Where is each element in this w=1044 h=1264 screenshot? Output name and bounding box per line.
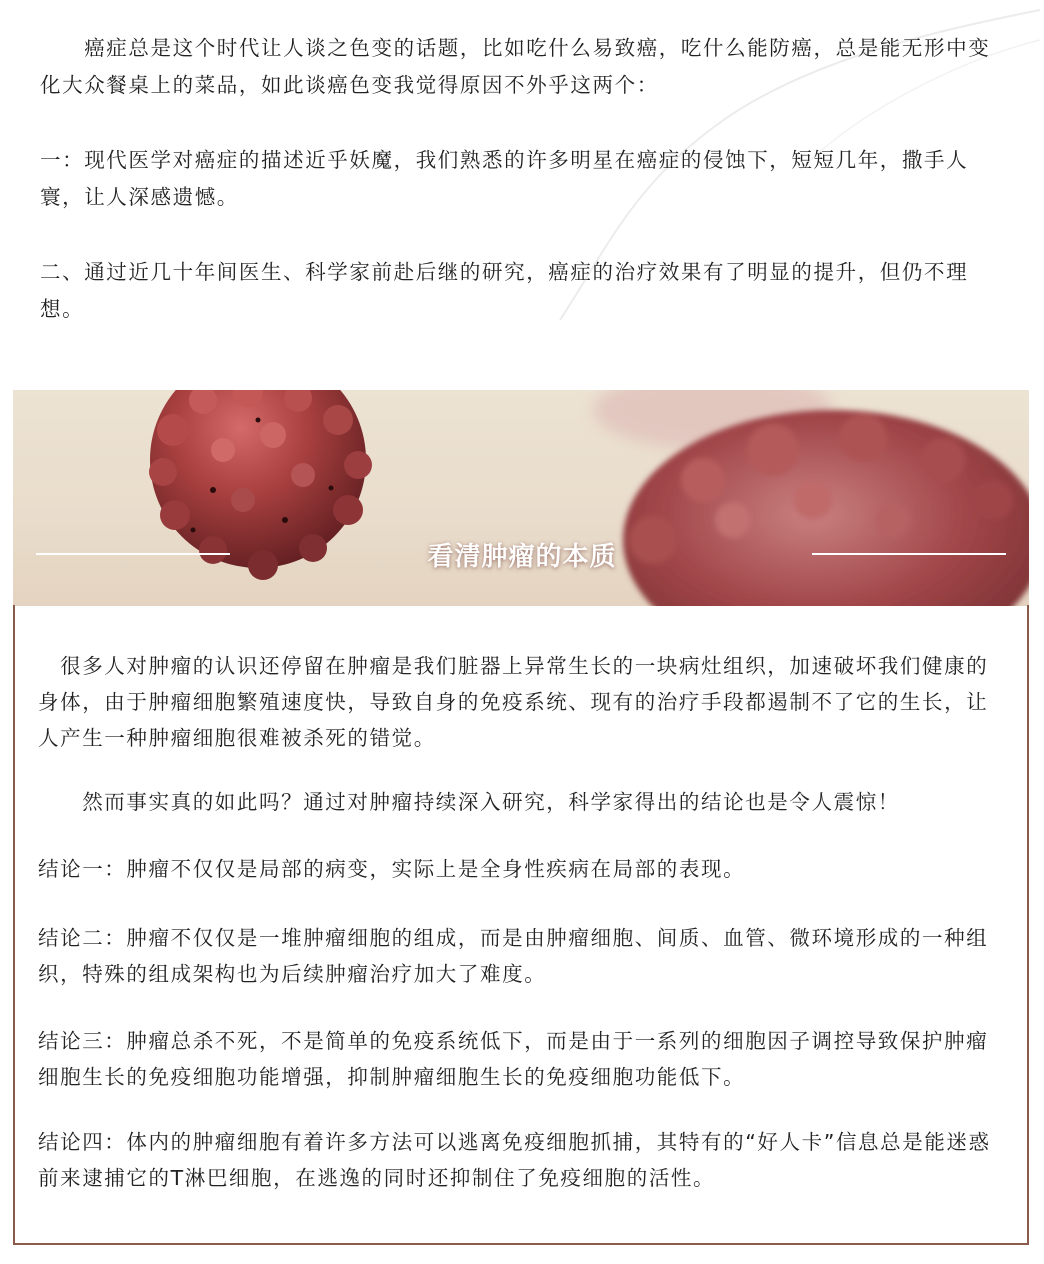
conclusion-2: 结论二：肿瘤不仅仅是一堆肿瘤细胞的组成，而是由肿瘤细胞、间质、血管、微环境形成的一种组织，特殊的组成架构也为后续肿瘤治疗加大了难度。: [38, 926, 989, 986]
intro-paragraph-2: 一：现代医学对癌症的描述近乎妖魔，我们熟悉的许多明星在癌症的侵蚀下，短短几年，撒手人寰，让人深感遗憾。: [40, 148, 969, 209]
conclusion-1: 结论一：肿瘤不仅仅是局部的病变，实际上是全身性疾病在局部的表现。: [38, 857, 746, 881]
cancer-cell-illustration: [13, 390, 1029, 606]
intro-paragraph-1: 癌症总是这个时代让人谈之色变的话题，比如吃什么易致癌，吃什么能防癌，总是能无形中变化大众餐桌上的菜品，如此谈癌色变我觉得原因不外乎这两个：: [40, 36, 991, 97]
body-paragraph-1: 很多人对肿瘤的认识还停留在肿瘤是我们脏器上异常生长的一块病灶组织，加速破坏我们健康的身体，由于肿瘤细胞繁殖速度快，导致自身的免疫系统、现有的治疗手段都遏制不了它的生长，让人产生一种肿瘤细胞很难被杀死的错觉。: [38, 654, 989, 750]
conclusion-3: 结论三：肿瘤总杀不死，不是简单的免疫系统低下，而是由于一系列的细胞因子调控导致保护肿瘤细胞生长的免疫细胞功能增强，抑制肿瘤细胞生长的免疫细胞功能低下。: [38, 1029, 989, 1089]
banner-image: [13, 390, 1029, 606]
conclusion-4: 结论四：体内的肿瘤细胞有着许多方法可以逃离免疫细胞抓捕，其特有的“好人卡”信息总是能迷惑前来逮捕它的T淋巴细胞，在逃逸的同时还抑制住了免疫细胞的活性。: [38, 1130, 991, 1190]
section-title: 看清肿瘤的本质: [427, 542, 617, 572]
intro-paragraph-3: 二、通过近几十年间医生、科学家前赴后继的研究，癌症的治疗效果有了明显的提升，但仍不理想。: [40, 260, 969, 321]
body-paragraph-2: 然而事实真的如此吗？通过对肿瘤持续深入研究，科学家得出的结论也是令人震惊！: [38, 790, 900, 814]
